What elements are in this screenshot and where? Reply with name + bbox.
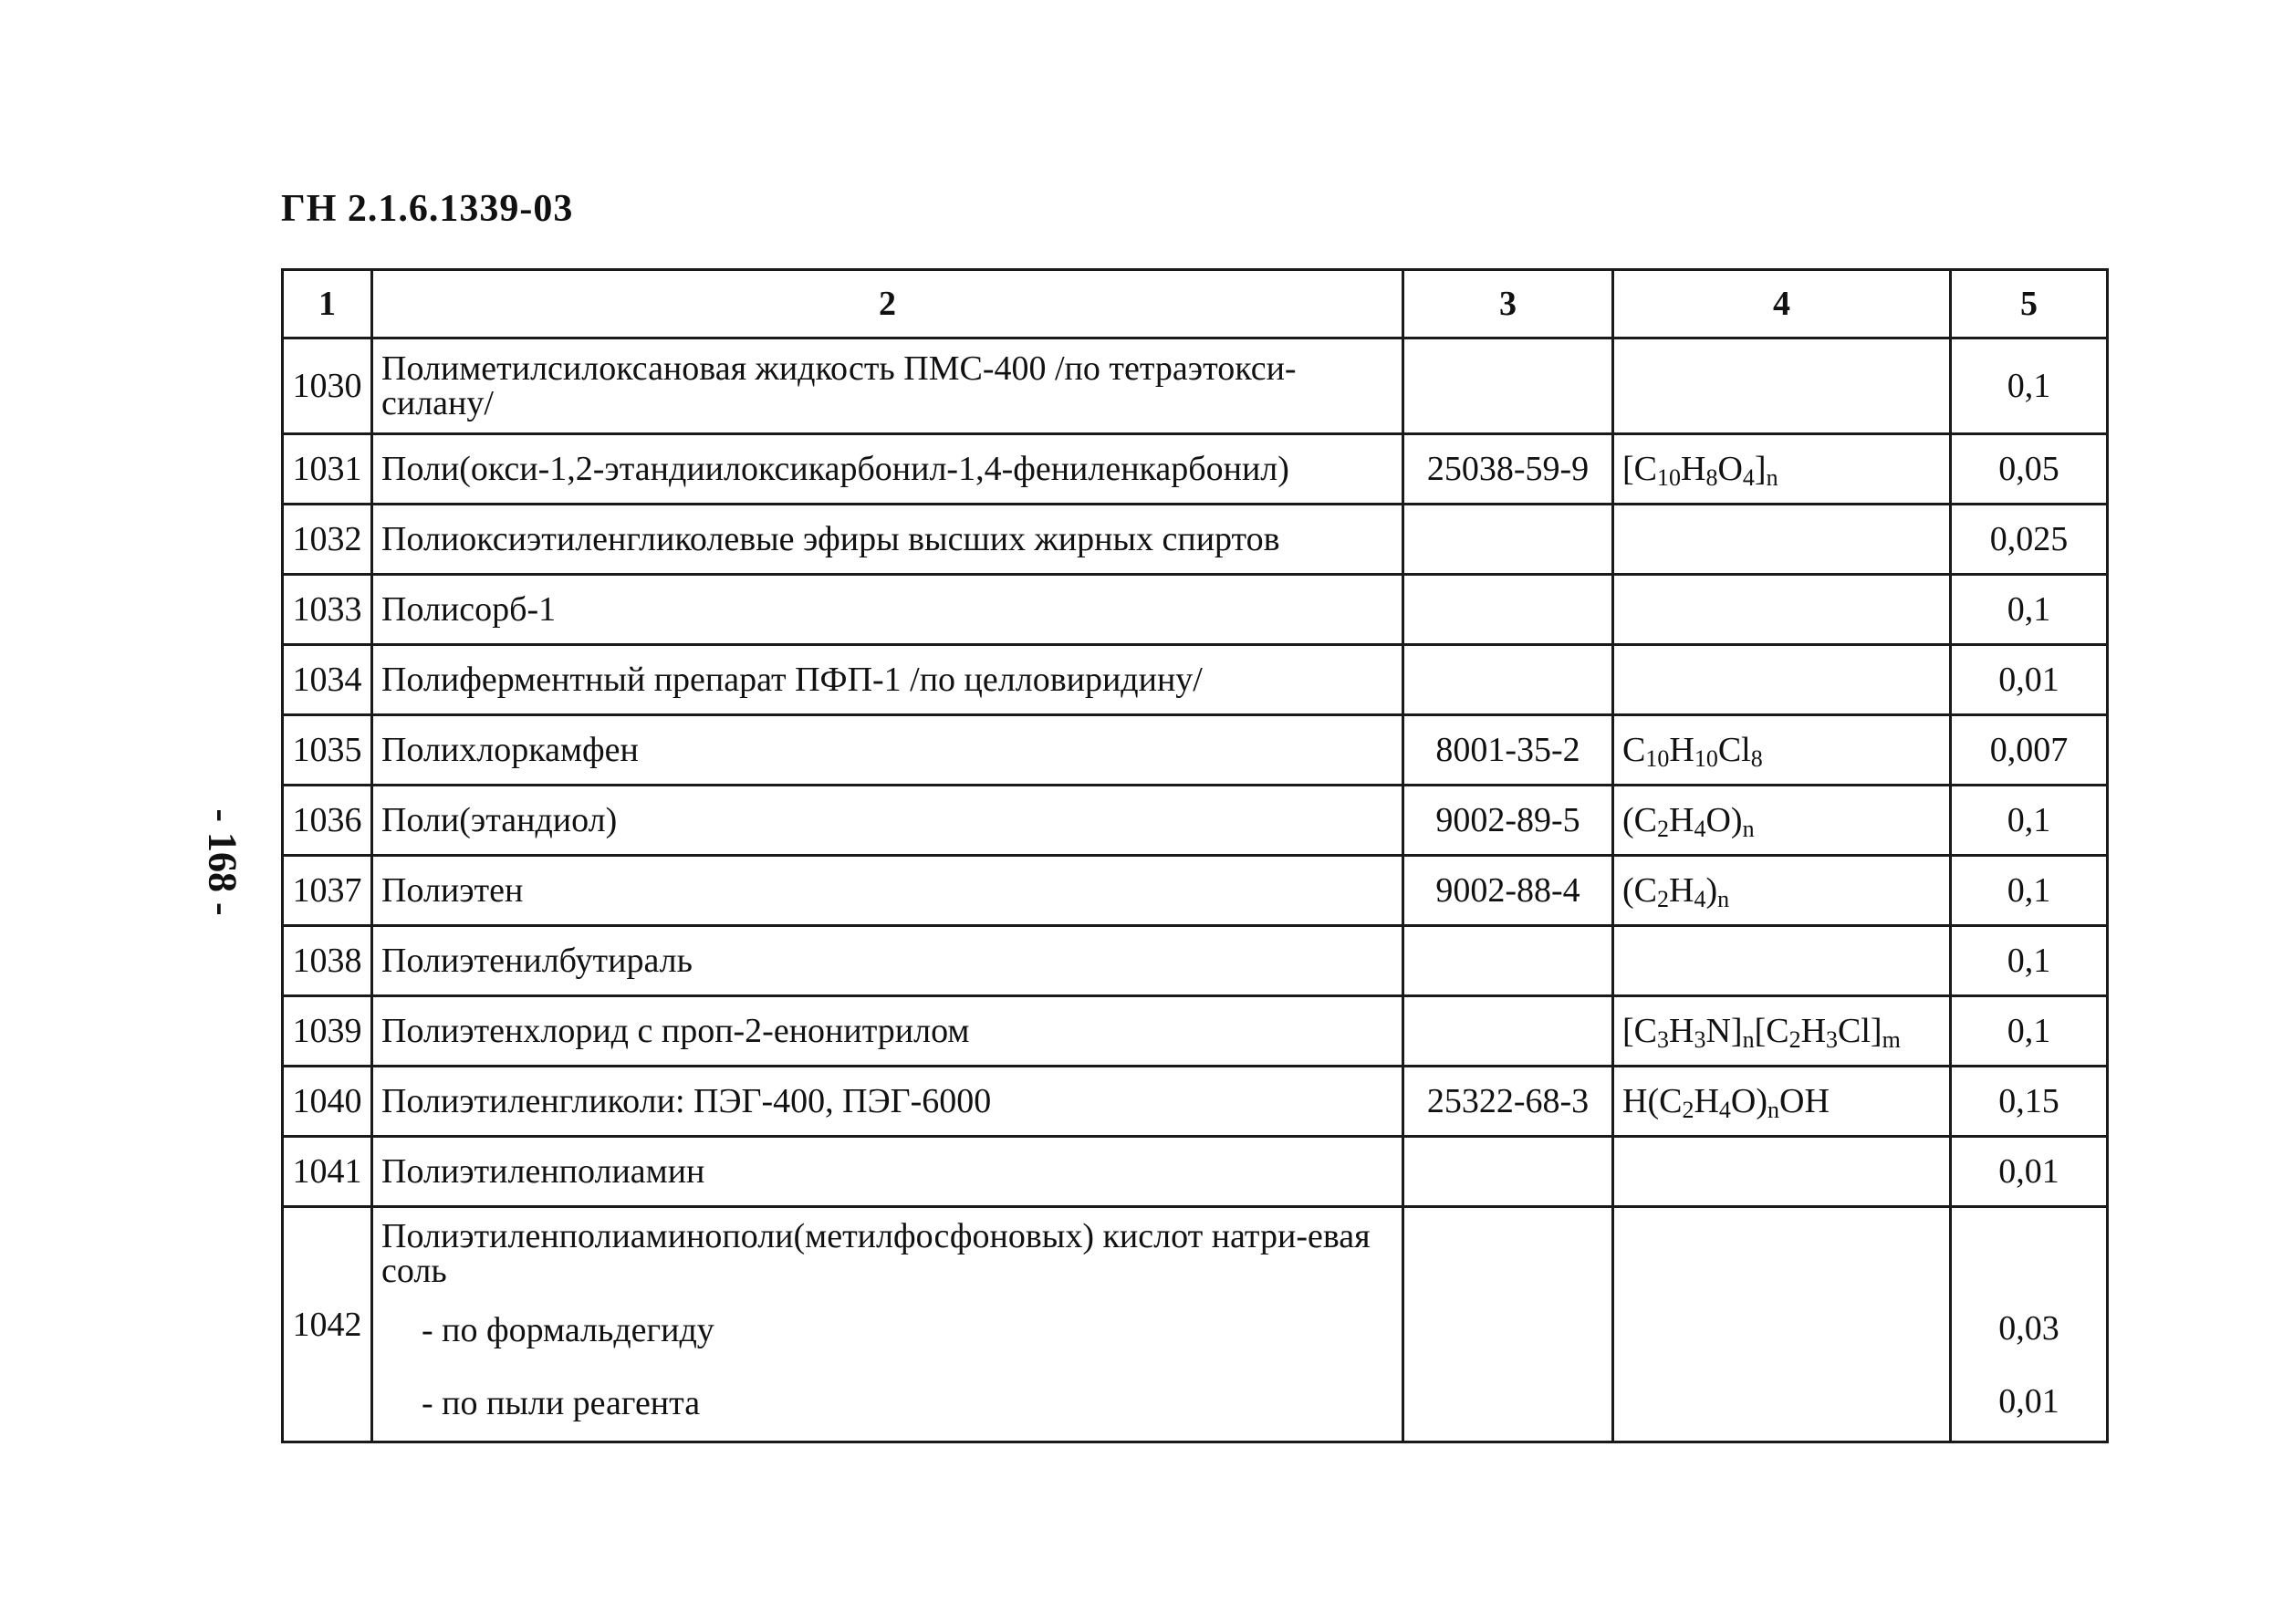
header-col-1: 1 bbox=[283, 270, 372, 338]
row-number: 1035 bbox=[283, 715, 372, 786]
substance-name: Полиэтенилбутираль bbox=[372, 926, 1403, 996]
limit-value: 0,1 bbox=[1951, 338, 2108, 434]
row-number: 1038 bbox=[283, 926, 372, 996]
limit-value: 0,15 bbox=[1951, 1067, 2108, 1137]
table-row bbox=[283, 1067, 2108, 1137]
row-number: 1040 bbox=[283, 1067, 372, 1137]
limit-value: 0,1 bbox=[1951, 856, 2108, 926]
limit-value-cell bbox=[1951, 1207, 2108, 1442]
header-col-4: 4 bbox=[1613, 270, 1951, 338]
cas-number bbox=[1403, 1137, 1613, 1207]
substance-name: Поли(этандиол) bbox=[372, 786, 1403, 856]
table-row bbox=[283, 856, 2108, 926]
row-number: 1036 bbox=[283, 786, 372, 856]
substance-name-cell bbox=[372, 1207, 1403, 1442]
table-row bbox=[283, 434, 2108, 505]
sub-item-label: - по формальдегиду bbox=[422, 1311, 714, 1349]
substance-name: Полиэтен bbox=[372, 856, 1403, 926]
row-number: 1032 bbox=[283, 505, 372, 575]
substance-name: Полиэтенхлорид с проп-2-енонитрилом bbox=[372, 996, 1403, 1067]
substance-name: Полиэтиленполиамин bbox=[372, 1137, 1403, 1207]
table-row bbox=[283, 786, 2108, 856]
limit-value: 0,01 bbox=[1951, 645, 2108, 715]
header-col-5: 5 bbox=[1951, 270, 2108, 338]
cas-number bbox=[1403, 575, 1613, 645]
limit-value: 0,007 bbox=[1951, 715, 2108, 786]
chemical-formula bbox=[1613, 1207, 1951, 1442]
limit-value: 0,1 bbox=[1951, 996, 2108, 1067]
substance-name: Полиоксиэтиленгликолевые эфиры высших жирных спиртов bbox=[372, 505, 1403, 575]
row-number: 1039 bbox=[283, 996, 372, 1067]
table-row bbox=[283, 338, 2108, 434]
substance-name: Полиэтиленгликоли: ПЭГ-400, ПЭГ-6000 bbox=[372, 1067, 1403, 1137]
table-row bbox=[283, 645, 2108, 715]
chemical-formula bbox=[1613, 645, 1951, 715]
row-number: 1030 bbox=[283, 338, 372, 434]
table-row bbox=[283, 1137, 2108, 1207]
table-row bbox=[283, 996, 2108, 1067]
cas-number: 8001-35-2 bbox=[1403, 715, 1613, 786]
chemical-formula: $(C_2H_4O)_n$ bbox=[1613, 786, 1951, 856]
chemical-formula: $[C_3H_3N]_n[C_2H_3Cl]_m$ bbox=[1613, 996, 1951, 1067]
document-code: ГН 2.1.6.1339-03 bbox=[281, 188, 574, 230]
substance-name: Поли(окси-1,2-этандиилоксикарбонил-1,4-фениленкарбонил) bbox=[372, 434, 1403, 505]
page-number: - 168 - bbox=[200, 808, 245, 916]
chemical-formula: $C_{10}H_{10}Cl_8$ bbox=[1613, 715, 1951, 786]
substance-name: Полиэтиленполиаминополи(метилфосфоновых) кислот натри-евая соль bbox=[381, 1217, 1371, 1290]
limit-value: 0,025 bbox=[1951, 505, 2108, 575]
limit-value: 0,05 bbox=[1951, 434, 2108, 505]
cas-number: 25322-68-3 bbox=[1403, 1067, 1613, 1137]
cas-number: 9002-89-5 bbox=[1403, 786, 1613, 856]
chemical-formula: $H(C_2H_4O)_nOH$ bbox=[1613, 1067, 1951, 1137]
cas-number bbox=[1403, 926, 1613, 996]
substance-name: Полиметилсилоксановая жидкость ПМС-400 /по тетраэтокси-силану/ bbox=[372, 338, 1403, 434]
header-col-2: 2 bbox=[372, 270, 1403, 338]
chemical-formula bbox=[1613, 505, 1951, 575]
chemical-formula: $(C_2H_4)_n$ bbox=[1613, 856, 1951, 926]
cas-number bbox=[1403, 1207, 1613, 1442]
limit-value: 0,1 bbox=[1951, 926, 2108, 996]
row-number: 1041 bbox=[283, 1137, 372, 1207]
header-col-3: 3 bbox=[1403, 270, 1613, 338]
row-number: 1031 bbox=[283, 434, 372, 505]
chemical-formula: $[C_{10}H_8O_4]_n$ bbox=[1613, 434, 1951, 505]
table-row bbox=[283, 715, 2108, 786]
cas-number: 9002-88-4 bbox=[1403, 856, 1613, 926]
chemical-formula bbox=[1613, 1137, 1951, 1207]
table-row bbox=[283, 505, 2108, 575]
substance-name: Полисорб-1 bbox=[372, 575, 1403, 645]
limit-value: 0,1 bbox=[1951, 575, 2108, 645]
row-number: 1034 bbox=[283, 645, 372, 715]
substances-table bbox=[281, 268, 2109, 1443]
table-row bbox=[283, 575, 2108, 645]
table-row bbox=[283, 926, 2108, 996]
cas-number bbox=[1403, 996, 1613, 1067]
cas-number bbox=[1403, 505, 1613, 575]
chemical-formula bbox=[1613, 575, 1951, 645]
limit-value: 0,01 bbox=[1951, 1137, 2108, 1207]
row-number: 1042 bbox=[283, 1207, 372, 1442]
table-row bbox=[283, 1207, 2108, 1442]
chemical-formula bbox=[1613, 926, 1951, 996]
row-number: 1033 bbox=[283, 575, 372, 645]
limit-value: 0,1 bbox=[1951, 786, 2108, 856]
substance-name: Полихлоркамфен bbox=[372, 715, 1403, 786]
row-number: 1037 bbox=[283, 856, 372, 926]
limit-value: 0,03 bbox=[1998, 1309, 2059, 1348]
cas-number bbox=[1403, 645, 1613, 715]
limit-value: 0,01 bbox=[1998, 1382, 2059, 1421]
chemical-formula bbox=[1613, 338, 1951, 434]
substance-name: Полиферментный препарат ПФП-1 /по целловиридину/ bbox=[372, 645, 1403, 715]
table-header-row bbox=[283, 270, 2108, 338]
cas-number: 25038-59-9 bbox=[1403, 434, 1613, 505]
sub-item-label: - по пыли реагента bbox=[422, 1384, 701, 1422]
cas-number bbox=[1403, 338, 1613, 434]
